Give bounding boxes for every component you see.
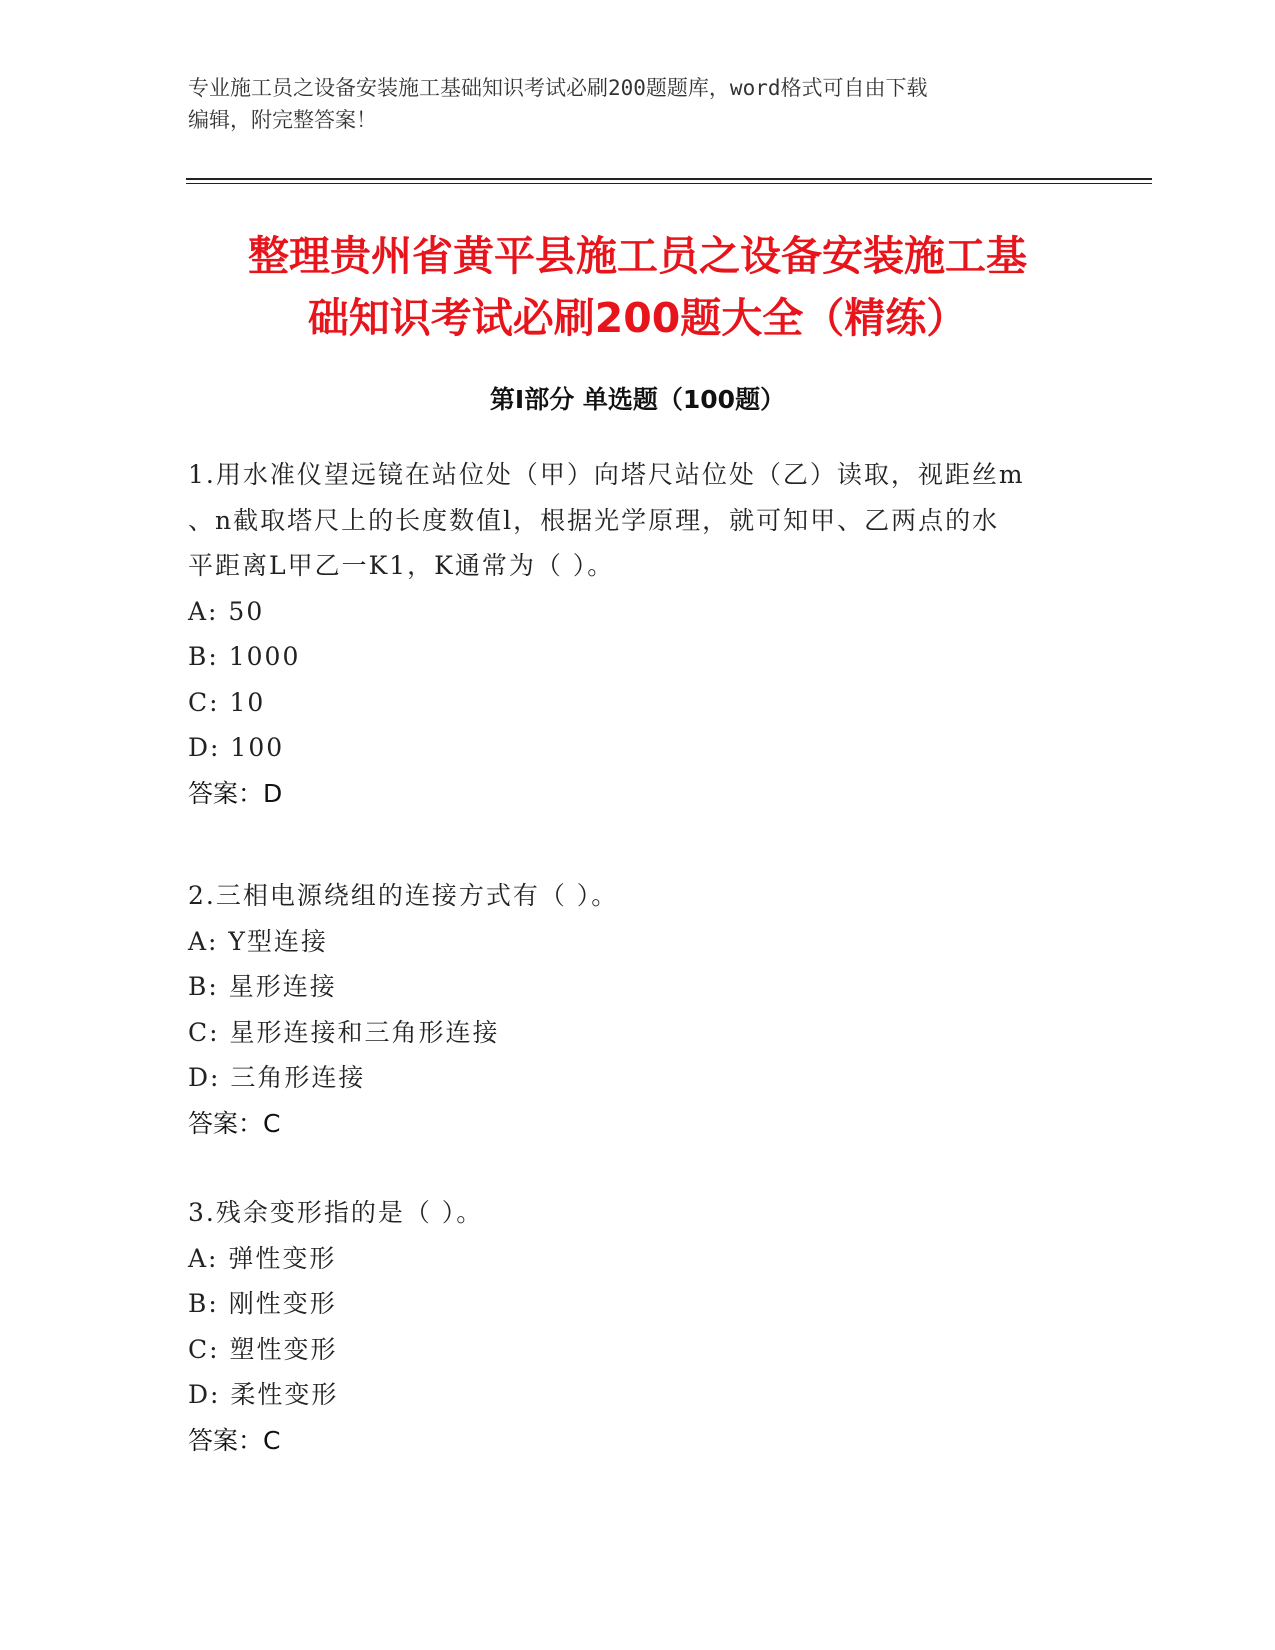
header-divider-thick [186,178,1152,180]
header-note-line-1: 专业施工员之设备安装施工基础知识考试必刷200题题库，word格式可自由下载 [188,76,928,100]
option-d: D: 100 [188,733,285,762]
section-title: 第Ⅰ部分 单选题（100题） [489,385,786,414]
option-c: C: 塑性变形 [188,1334,338,1364]
answer: 答案：C [188,1108,281,1138]
option-b: B: 星形连接 [188,972,337,1001]
question-1 [188,452,1088,816]
header-note-line-2: 编辑，附完整答案！ [188,108,377,132]
question-stem-line: 3.残余变形指的是（ ）。 [188,1198,484,1227]
question-stem-line: 、n截取塔尺上的长度数值l，根据光学原理，就可知甲、乙两点的水 [188,505,1000,535]
option-a: A: Y型连接 [188,926,328,956]
document-title [150,225,1125,349]
option-b: B: 1000 [188,642,301,671]
option-c: C: 星形连接和三角形连接 [188,1017,500,1047]
header-note [188,72,1068,136]
answer: 答案：D [188,778,283,808]
question-stem-line: 平距离L甲乙一K1，K通常为（ ）。 [188,551,615,580]
option-d: D: 柔性变形 [188,1380,339,1409]
question-stem-line: 1.用水准仪望远镜在站位处（甲）向塔尺站位处（乙）读取，视距丝m [188,460,1025,489]
answer: 答案：C [188,1425,281,1455]
document-title-line-1: 整理贵州省黄平县施工员之设备安装施工基 [248,232,1027,280]
question-2 [188,873,1088,1146]
question-stem-line: 2.三相电源绕组的连接方式有（ ）。 [188,881,619,910]
document-title-line-2: 础知识考试必刷200题大全（精练） [307,294,968,342]
question-3 [188,1190,1088,1463]
option-c: C: 10 [188,687,266,717]
option-b: B: 刚性变形 [188,1289,337,1318]
option-a: A: 50 [188,596,265,626]
option-a: A: 弹性变形 [188,1243,337,1273]
header-divider-thin [186,183,1152,184]
option-d: D: 三角形连接 [188,1063,366,1092]
